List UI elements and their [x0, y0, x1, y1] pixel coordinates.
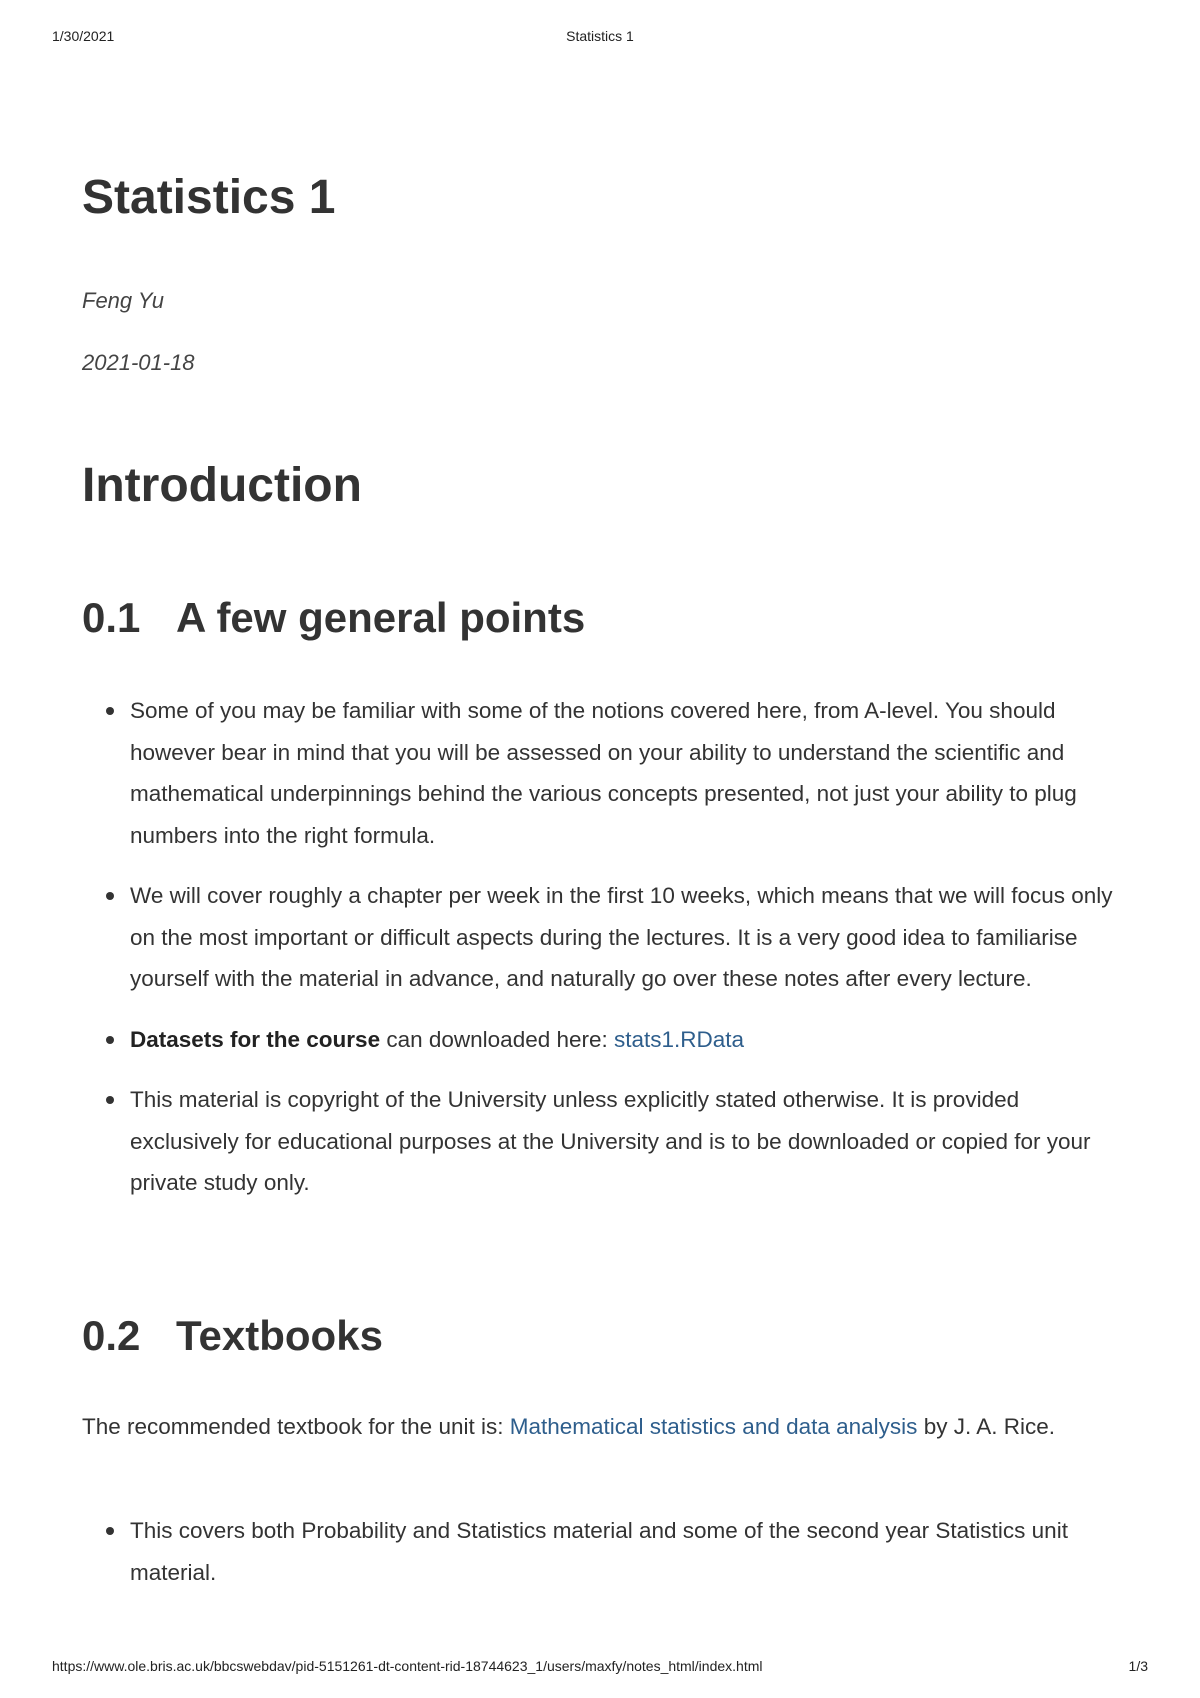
print-date: 1/30/2021 [52, 28, 115, 44]
print-footer [0, 1658, 1200, 1678]
print-title: Statistics 1 [566, 28, 634, 44]
textbook-paragraph [82, 1406, 1132, 1448]
list-item: Some of you may be familiar with some of the notions covered here, from A-level. You should however bear in mind that you will be assessed on your ability to understand the scientific and mathematical underpinnings behind the various concepts presented, not just your ability to plug numbers into the right formula. [82, 690, 1132, 856]
textbook-link[interactable]: Mathematical statistics and data analysis [509, 1414, 918, 1439]
datasets-download-link[interactable]: stats1.RData [614, 1026, 745, 1052]
section-heading-textbooks [82, 1310, 383, 1362]
document-author: Feng Yu [82, 288, 164, 313]
textbook-notes-list [82, 1510, 1132, 1612]
section-title: Textbooks [176, 1312, 383, 1359]
page-number: 1/3 [1128, 1658, 1148, 1674]
list-item: We will cover roughly a chapter per week in the first 10 weeks, which means that we will focus only on the most important or difficult aspects during the lectures. It is a very good idea to familiarise yourself with the material in advance, and naturally go over these notes after every lecture. [82, 875, 1132, 1000]
section-number: 0.1 [82, 594, 141, 641]
general-points-list [82, 690, 1132, 1223]
section-number: 0.2 [82, 1312, 141, 1359]
list-item: This covers both Probability and Statistics material and some of the second year Statistics unit material. [82, 1510, 1132, 1593]
list-item: This material is copyright of the University unless explicitly stated otherwise. It is provided exclusively for educational purposes at the University and is to be downloaded or copied for your private study only. [82, 1079, 1132, 1204]
list-item [82, 1019, 1132, 1061]
print-header [0, 28, 1200, 48]
document-date: 2021-01-18 [82, 350, 195, 375]
document-title: Statistics 1 [82, 171, 336, 224]
section-title: A few general points [176, 594, 586, 641]
section-heading-general-points [82, 592, 585, 644]
datasets-text: can downloaded here: [380, 1026, 615, 1052]
textbook-suffix: by J. A. Rice. [917, 1414, 1055, 1439]
chapter-heading: Introduction [82, 459, 362, 512]
textbook-prefix: The recommended textbook for the unit is: [82, 1414, 510, 1439]
datasets-label: Datasets for the course [130, 1026, 381, 1052]
print-url: https://www.ole.bris.ac.uk/bbcswebdav/pid-5151261-dt-content-rid-18744623_1/users/maxfy/notes_html/index.html [52, 1658, 763, 1674]
